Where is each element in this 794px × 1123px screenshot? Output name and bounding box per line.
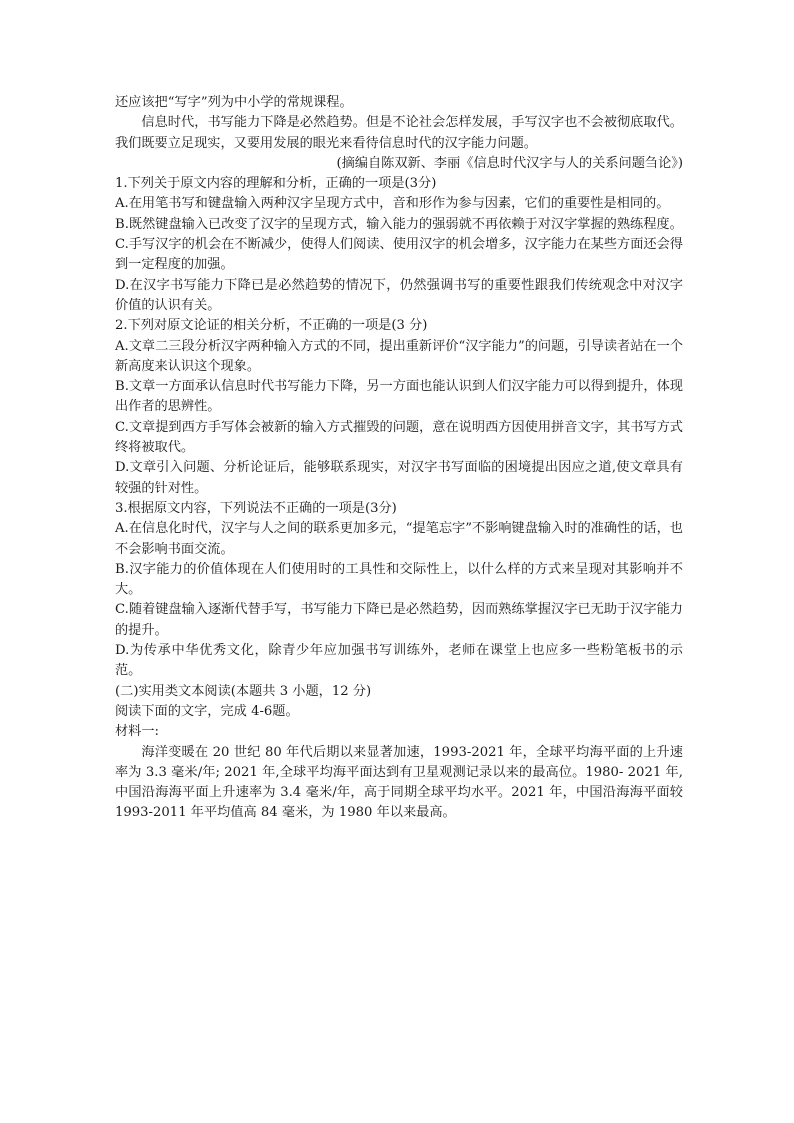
section-heading: (二)实用类文本阅读(本题共 3 小题，12 分) xyxy=(115,683,372,699)
section-practical-reading xyxy=(115,682,683,824)
material-text: 海洋变暖在 20 世纪 80 年代后期以来显著加速，1993-2021 年，全球平均海平面的上升速率为 3.3 毫米/年; 2021 年,全球平均海平面达到有卫星观测记录以来的最高位。1980- 2021 年,中国沿海海平面上升速率为 3.4 毫米/年，高于同期全球平均水平。2021 年，中国沿海海平面较 1993-2011 年平均值高 84 毫米，为 1980 年以来最高。 xyxy=(115,744,683,821)
option-d: D.在汉字书写能力下降已是必然趋势的情况下，仍然强调书写的重要性跟我们传统观念中对汉字价值的认识有关。 xyxy=(115,277,683,313)
option-b: B.既然键盘输入已改变了汉字的呈现方式，输入能力的强弱就不再依赖于对汉字掌握的熟练程度。 xyxy=(115,216,683,232)
paragraph-conclusion: 信息时代，书写能力下降是必然趋势。但是不论社会怎样发展，手写汉字也不会被彻底取代。我们既要立足现实，又要用发展的眼光来看待信息时代的汉字能力问题。 xyxy=(115,115,683,151)
option-b: B.汉字能力的价值体现在人们使用时的工具性和交际性上，以什么样的方式来呈现对其影响并不大。 xyxy=(115,561,683,598)
source-citation: (摘编自陈双新、李丽《信息时代汉字与人的关系问题刍论》) xyxy=(336,155,683,171)
question-stem: 2.下列对原文论证的相关分析，不正确的一项是(3 分) xyxy=(115,318,428,334)
option-c: C.手写汉字的机会在不断减少，使得人们阅读、使用汉字的机会增多，汉字能力在某些方面还会得到一定程度的加强。 xyxy=(115,237,683,273)
section-instruction: 阅读下面的文字，完成 4-6题。 xyxy=(115,703,299,719)
option-c: C.文章提到西方手写体会被新的输入方式摧毁的问题，意在说明西方因使用拼音文字，其书写方式终将被取代。 xyxy=(115,419,683,456)
question-stem: 1.下列关于原文内容的理解和分析，正确的一项是(3分) xyxy=(115,176,437,192)
question-stem: 3.根据原文内容，下列说法不正确的一项是(3分) xyxy=(115,500,397,516)
option-d: D.文章引入问题、分析论证后，能够联系现实，对汉字书写面临的困境提出因应之道,使文章具有较强的针对性。 xyxy=(115,460,683,496)
option-c: C.随着键盘输入逐渐代替手写，书写能力下降已是必然趋势，因而熟练掌握汉字已无助于汉字能力的提升。 xyxy=(115,602,683,638)
question-3 xyxy=(115,499,683,682)
question-2 xyxy=(115,316,683,499)
option-d: D.为传承中华优秀文化，除青少年应加强书写训练外，老师在课堂上也应多一些粉笔板书的示范。 xyxy=(115,643,683,679)
question-1 xyxy=(115,174,683,316)
option-a: A.文章二三段分析汉字两种输入方式的不同，提出重新评价“汉字能力”的问题，引导读者站在一个新高度来认识这个现象。 xyxy=(115,338,683,374)
option-a: A.在信息化时代，汉字与人之间的联系更加多元，“提笔忘字”不影响键盘输入时的准确性的话，也不会影响书面交流。 xyxy=(115,521,683,557)
document-page xyxy=(115,93,683,824)
paragraph-continuation: 还应该把“写字”列为中小学的常规课程。 xyxy=(115,95,353,110)
material-label: 材料一: xyxy=(115,724,160,740)
option-a: A.在用笔书写和键盘输入两种汉字呈现方式中，音和形作为参与因素，它们的重要性是相同的。 xyxy=(115,196,670,212)
option-b: B.文章一方面承认信息时代书写能力下降，另一方面也能认识到人们汉字能力可以得到提升，体现出作者的思辨性。 xyxy=(115,379,683,415)
